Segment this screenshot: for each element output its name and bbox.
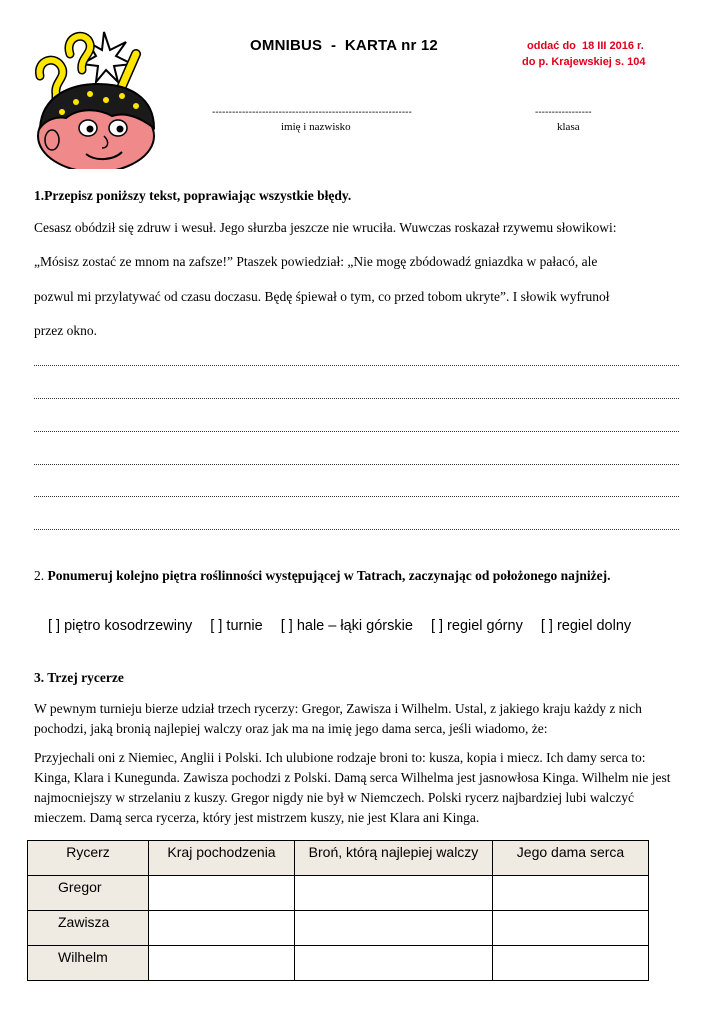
answer-line[interactable] xyxy=(34,363,679,366)
answer-line[interactable] xyxy=(34,429,679,432)
option-regiel-dolny[interactable]: [ ] regiel dolny xyxy=(540,618,632,634)
option-regiel-gorny[interactable]: [ ] regiel górny xyxy=(430,618,523,634)
task3-clues: Przyjechali oni z Niemiec, Anglii i Polski. Ich ulubione rodzaje broni to: kusza, kopia i miecz. Ich damy serca to: Kinga, Klara i Kunegunda. Zawisza pochodzi z Polski. Damą serca Wilhelma jest jasnowłosa Kinga. Wilhelm nie jest najmocniejszy w strzelaniu z kuszy. Gregor nigdy nie był w Niemczech. Polski rycerz najbardziej lubi walczyć mieczem. Damą serca rycerza, który jest mistrzem kuszy, nie jest Klara ani Kinga. xyxy=(34,750,671,825)
task2-heading: 2. Ponumeruj kolejno piętra roślinności występującej w Tatrach, zaczynając od położonego najniżej. xyxy=(34,568,611,583)
answer-line[interactable] xyxy=(34,462,679,465)
answer-cell[interactable] xyxy=(295,876,493,911)
answer-line[interactable] xyxy=(34,527,679,530)
mascot-logo-icon xyxy=(26,24,166,169)
task1-text-line: przez okno. xyxy=(34,323,97,338)
task2-number: 2 xyxy=(34,568,41,583)
vegetation-options xyxy=(48,618,631,634)
column-header: Rycerz xyxy=(28,841,149,876)
due-date: oddać do 18 III 2016 r. xyxy=(527,40,644,52)
answer-line[interactable] xyxy=(34,494,679,497)
task3-intro: W pewnym turnieju bierze udział trzech rycerzy: Gregor, Zawisza i Wilhelm. Ustal, z jakiego kraju każdy z nich pochodzi, jaką bronią najlepiej walczy oraz jak ma na imię jego dama serca, jeśli wiadomo, że: xyxy=(34,701,642,736)
column-header: Kraj pochodzenia xyxy=(149,841,295,876)
option-turnie[interactable]: [ ] turnie xyxy=(210,618,263,634)
knight-name: Wilhelm xyxy=(28,946,149,981)
table-row xyxy=(28,876,649,911)
task1-text-line: „Mósisz zostać ze mnom na zafsze!” Ptaszek powiedział: „Nie mogę zbódowadź gniazdka w pałacó, ale xyxy=(34,254,598,269)
column-header: Jego dama serca xyxy=(493,841,649,876)
knight-name: Zawisza xyxy=(28,911,149,946)
table-row xyxy=(28,911,649,946)
answer-cell[interactable] xyxy=(493,911,649,946)
option-kosodrzewina[interactable]: [ ] piętro kosodrzewiny xyxy=(48,618,193,634)
answer-cell[interactable] xyxy=(149,946,295,981)
table-row xyxy=(28,946,649,981)
task1-heading: 1.Przepisz poniższy tekst, poprawiając wszystkie błędy. xyxy=(34,188,352,203)
answer-cell[interactable] xyxy=(149,876,295,911)
task3-heading: 3. Trzej rycerze xyxy=(34,670,124,685)
logic-grid-table xyxy=(27,840,649,981)
column-header: Broń, którą najlepiej walczy xyxy=(295,841,493,876)
table-header-row xyxy=(28,841,649,876)
class-field-line[interactable]: ----------------- xyxy=(535,107,592,118)
task1-text-line: pozwul mi przylatywać od czasu doczasu. Będę śpiewał o tym, co przed tobom ukryte”. I słowik wyfrunoł xyxy=(34,289,610,304)
answer-line[interactable] xyxy=(34,396,679,399)
page-title: OMNIBUS - KARTA nr 12 xyxy=(250,37,438,54)
name-field-line[interactable]: ------------------------------------------------------------ xyxy=(212,107,412,118)
answer-cell[interactable] xyxy=(493,946,649,981)
answer-cell[interactable] xyxy=(295,911,493,946)
task2-text: Ponumeruj kolejno piętra roślinności występującej w Tatrach, zaczynając od położonego najniżej. xyxy=(47,568,611,583)
option-hale[interactable]: [ ] hale – łąki górskie xyxy=(280,618,413,634)
knight-name: Gregor xyxy=(28,876,149,911)
due-location: do p. Krajewskiej s. 104 xyxy=(522,56,646,68)
answer-cell[interactable] xyxy=(295,946,493,981)
name-field-label: imię i nazwisko xyxy=(281,121,351,133)
task1-text-line: Cesasz obódził się zdruw i wesuł. Jego słurzba jeszcze nie wruciła. Wuwczas roskazał rzywemu słowikowi: xyxy=(34,220,617,235)
answer-cell[interactable] xyxy=(493,876,649,911)
class-field-label: klasa xyxy=(557,121,580,133)
answer-cell[interactable] xyxy=(149,911,295,946)
